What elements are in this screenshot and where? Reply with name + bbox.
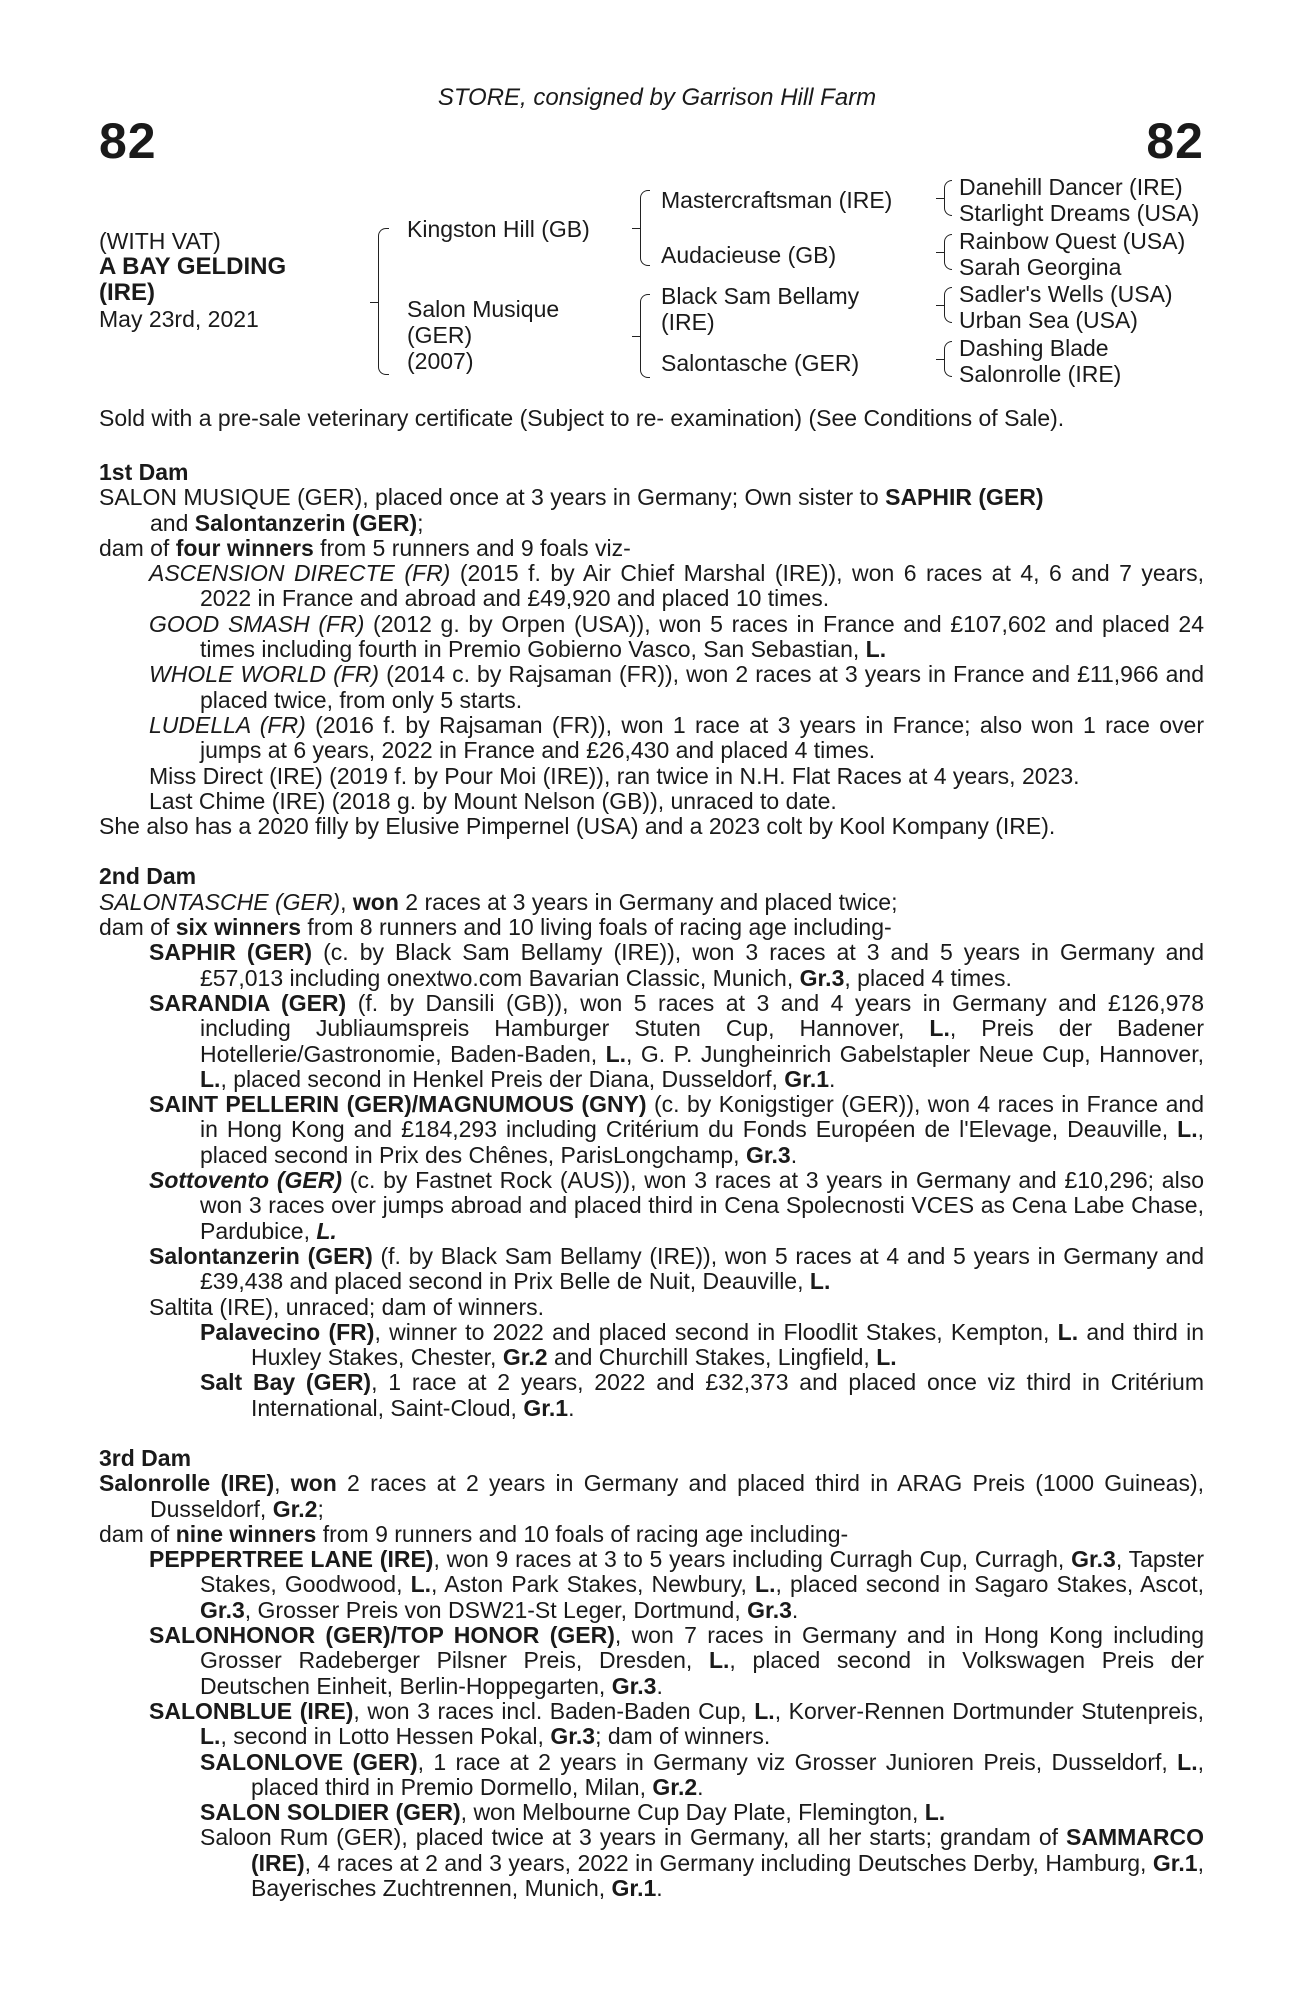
pedigree-dsd: Urban Sea (USA)	[959, 307, 1138, 333]
first-dam-foal-1: ASCENSION DIRECTE (FR) (2015 f. by Air Chief Marshal (IRE)), won 6 races at 4, 6 and 7 years, 2022 in France and abroad and £49,920 and placed 10 times.	[149, 560, 1204, 612]
pedigree-sd-parents	[959, 228, 1185, 280]
pedigree-brace-sire	[640, 190, 650, 266]
third-dam-grandfoal-3: Saloon Rum (GER), placed twice at 3 years in Germany, all her starts; grandam of SAMMARCO (IRE), 4 races at 2 and 3 years, 2022 in Germany including Deutsches Derby, Hamburg, Gr.1, Bayerisches Zuchtrennen, Munich, Gr.1.	[200, 1824, 1204, 1902]
pedigree-dam	[407, 296, 559, 374]
pedigree-dam-name: Salon Musique	[407, 296, 560, 322]
pedigree-ddd: Salonrolle (IRE)	[959, 361, 1122, 387]
second-dam-produce-summary: dam of six winners from 8 runners and 10 living foals of racing age including-	[99, 914, 892, 941]
lot-number-right: 82	[1146, 113, 1204, 169]
horse-name: A BAY GELDING	[99, 253, 287, 280]
second-dam-foal-4: Sottovento (GER) (c. by Fastnet Rock (AUS)), won 3 races at 3 years in Germany and £10,296; also won 3 races over jumps abroad and placed third in Cena Spolecnosti VCES as Cena Labe Chase, Pardubice, L.	[149, 1167, 1204, 1244]
first-dam-heading: 1st Dam	[99, 459, 189, 485]
third-dam-produce-summary: dam of nine winners from 9 runners and 10 foals of racing age including-	[99, 1520, 849, 1547]
lot-number-left: 82	[99, 113, 157, 169]
pedigree-brace-ds	[944, 287, 952, 323]
horse-description	[99, 228, 286, 332]
third-dam-foal-3: SALONBLUE (IRE), won 3 races incl. Baden-Baden Cup, L., Korver-Rennen Dortmunder Stutenpreis, L., second in Lotto Hessen Pokal, Gr.3; dam of winners.	[149, 1697, 1204, 1750]
pedigree-dam-sire	[661, 283, 859, 335]
second-dam-intro: SALONTASCHE (GER), won 2 races at 3 years in Germany and placed twice;	[99, 888, 898, 915]
vet-certificate-note: Sold with a pre-sale veterinary certificate (Subject to re- examination) (See Conditions of Sale).	[99, 405, 1065, 431]
third-dam-intro: Salonrolle (IRE), won 2 races at 2 years in Germany and placed third in ARAG Preis (1000 Guineas), Dusseldorf, Gr.2;	[99, 1470, 1205, 1522]
second-dam-foal-5: Salontanzerin (GER) (f. by Black Sam Bellamy (IRE)), won 5 races at 4 and 5 years in Germany and £39,438 and placed second in Prix Belle de Nuit, Deauville, L.	[149, 1242, 1204, 1295]
pedigree-ss-parents	[959, 174, 1199, 226]
pedigree-dam-year: (2007)	[407, 348, 474, 374]
second-dam-grandfoal-1: Palavecino (FR), winner to 2022 and placed second in Floodlit Stakes, Kempton, L. and third in Huxley Stakes, Chester, Gr.2 and Churchill Stakes, Lingfield, L.	[200, 1318, 1204, 1371]
pedigree-dss: Sadler's Wells (USA)	[959, 281, 1173, 307]
foaling-date: May 23rd, 2021	[99, 306, 259, 332]
first-dam-foal-3: WHOLE WORLD (FR) (2014 c. by Rajsaman (FR)), won 2 races at 3 years in France and £11,966 and placed twice, from only 5 starts.	[149, 661, 1204, 713]
pedigree-brace-ss	[944, 180, 952, 216]
pedigree-dds: Dashing Blade	[959, 335, 1109, 361]
horse-country: (IRE)	[99, 279, 155, 306]
pedigree-dam-sire-country: (IRE)	[661, 309, 715, 335]
third-dam-grandfoal-1: SALONLOVE (GER), 1 race at 2 years in Germany viz Grosser Junioren Preis, Dusseldorf, L., placed third in Premio Dormello, Milan, Gr.2.	[200, 1748, 1204, 1800]
first-dam-produce-summary: dam of four winners from 5 runners and 9 foals viz-	[99, 534, 631, 561]
consignor-header: STORE, consigned by Garrison Hill Farm	[437, 84, 877, 111]
first-dam-closing: She also has a 2020 filly by Elusive Pimpernel (USA) and a 2023 colt by Kool Kompany (IRE).	[99, 813, 1056, 840]
pedigree-brace-sd	[944, 234, 952, 270]
third-dam-foal-1: PEPPERTREE LANE (IRE), won 9 races at 3 to 5 years including Curragh Cup, Curragh, Gr.3, Tapster Stakes, Goodwood, L., Aston Park Stakes, Newbury, L., placed second in Sagaro Stakes, Ascot, Gr.3, Grosser Preis von DSW21-St Leger, Dortmund, Gr.3.	[149, 1546, 1205, 1623]
second-dam-grandfoal-2: Salt Bay (GER), 1 race at 2 years, 2022 and £32,373 and placed once viz third in Critérium International, Saint-Cloud, Gr.1.	[200, 1369, 1204, 1421]
pedigree-sire-sire: Mastercraftsman (IRE)	[661, 187, 893, 213]
first-dam-foal-4: LUDELLA (FR) (2016 f. by Rajsaman (FR)), won 1 race at 3 years in France; also won 1 race over jumps at 6 years, 2022 in France and £26,430 and placed 4 times.	[149, 711, 1204, 764]
third-dam-foal-2: SALONHONOR (GER)/TOP HONOR (GER), won 7 races in Germany and in Hong Kong including Grosser Radeberger Pilsner Preis, Dresden, L., placed second in Volkswagen Preis der Deutschen Einheit, Berlin-Hoppegarten, Gr.3.	[149, 1622, 1204, 1699]
pedigree-brace-main	[378, 228, 389, 375]
pedigree-sire-dam: Audacieuse (GB)	[661, 242, 837, 268]
first-dam-foal-6: Last Chime (IRE) (2018 g. by Mount Nelson (GB)), unraced to date.	[149, 787, 837, 814]
second-dam-foal-6: Saltita (IRE), unraced; dam of winners.	[149, 1293, 544, 1320]
pedigree-sire: Kingston Hill (GB)	[407, 216, 590, 242]
pedigree-sds: Rainbow Quest (USA)	[959, 228, 1186, 254]
pedigree-sdd: Sarah Georgina	[959, 254, 1122, 280]
first-dam-foal-2: GOOD SMASH (FR) (2012 g. by Orpen (USA)), won 5 races in France and £107,602 and placed 24 times including fourth in Premio Gobierno Vasco, San Sebastian, L.	[149, 610, 1204, 663]
pedigree-dam-dam: Salontasche (GER)	[661, 350, 860, 376]
pedigree-dd-parents	[959, 335, 1121, 387]
pedigree-dam-sire-name: Black Sam Bellamy	[661, 283, 860, 309]
first-dam-intro: SALON MUSIQUE (GER), placed once at 3 years in Germany; Own sister to SAPHIR (GER) and Salontanzerin (GER);	[99, 484, 1044, 536]
third-dam-grandfoal-2: SALON SOLDIER (GER), won Melbourne Cup Day Plate, Flemington, L.	[200, 1799, 946, 1826]
second-dam-heading: 2nd Dam	[99, 863, 197, 890]
pedigree-ssd: Starlight Dreams (USA)	[959, 200, 1200, 226]
pedigree-brace-dd	[944, 341, 952, 377]
pedigree-ds-parents	[959, 281, 1173, 333]
second-dam-foal-3: SAINT PELLERIN (GER)/MAGNUMOUS (GNY) (c. by Konigstiger (GER)), won 4 races in France and in Hong Kong and £184,293 including Critérium du Fonds Européen de l'Elevage, Deauville, L., placed second in Prix des Chênes, ParisLongchamp, Gr.3.	[149, 1091, 1204, 1168]
vat-note: (WITH VAT)	[99, 228, 221, 254]
pedigree-sss: Danehill Dancer (IRE)	[959, 174, 1183, 200]
third-dam-heading: 3rd Dam	[99, 1444, 192, 1471]
first-dam-foal-5: Miss Direct (IRE) (2019 f. by Pour Moi (IRE)), ran twice in N.H. Flat Races at 4 years, 2023.	[149, 762, 1080, 789]
pedigree-dam-country: (GER)	[407, 322, 473, 348]
pedigree-brace-dam	[640, 294, 650, 378]
catalogue-body	[99, 460, 1204, 1901]
second-dam-foal-1: SAPHIR (GER) (c. by Black Sam Bellamy (IRE)), won 3 races at 3 and 5 years in Germany and £57,013 including onextwo.com Bavarian Classic, Munich, Gr.3, placed 4 times.	[149, 939, 1204, 991]
second-dam-foal-2: SARANDIA (GER) (f. by Dansili (GB)), won 5 races at 3 and 4 years in Germany and £126,978 including Jubliaumspreis Hamburger Stuten Cup, Hannover, L., Preis der Badener Hotellerie/Gastronomie, Baden-Baden, L., G. P. Jungheinrich Gabelstapler Neue Cup, Hannover, L., placed second in Henkel Preis der Diana, Dusseldorf, Gr.1.	[149, 989, 1204, 1092]
